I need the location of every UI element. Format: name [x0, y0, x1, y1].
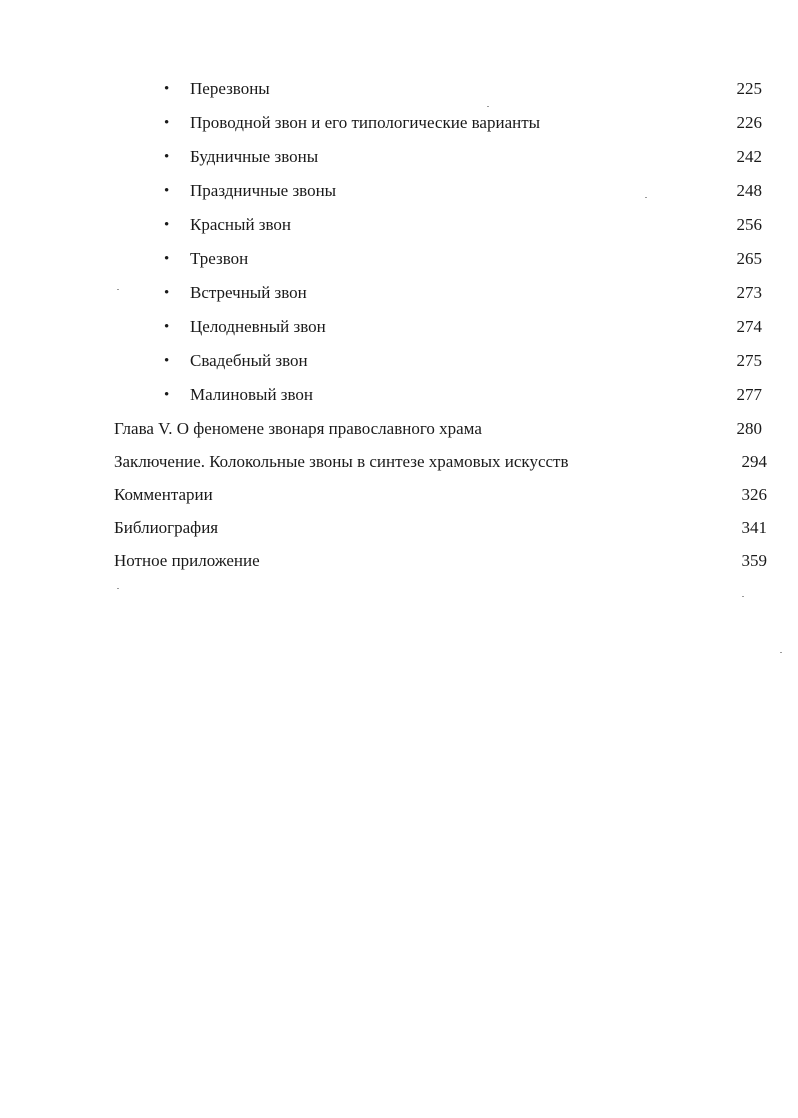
toc-subsection-row — [0, 310, 798, 344]
toc-subsection-title: Красный звон — [190, 215, 292, 234]
bullet-icon: • — [164, 387, 170, 403]
toc-chapter-row — [0, 445, 798, 478]
toc-subsection-row — [0, 242, 798, 276]
bullet-icon: • — [164, 285, 170, 301]
toc-page-number: 225 — [736, 79, 762, 98]
toc-page-number: 273 — [736, 283, 762, 302]
toc-page-number: 275 — [736, 351, 762, 370]
bullet-icon: • — [164, 319, 170, 335]
toc-subsection-title: Будничные звоны — [190, 147, 319, 166]
toc-subsection-row — [0, 344, 798, 378]
toc-subsection-row — [0, 378, 798, 412]
bullet-icon: • — [164, 217, 170, 233]
toc-page-number: 326 — [741, 485, 767, 504]
toc-subsection-title: Перезвоны — [190, 79, 270, 98]
toc-chapter-title: Комментарии — [114, 485, 213, 504]
toc-subsection-row — [0, 174, 798, 208]
toc-page-number: 274 — [736, 317, 762, 336]
toc-subsection-title: Свадебный звон — [190, 351, 308, 370]
scan-speck — [742, 596, 744, 597]
bullet-icon: • — [164, 183, 170, 199]
toc-page-number: 242 — [736, 147, 762, 166]
toc-subsection-row — [0, 276, 798, 310]
toc-page-number: 294 — [741, 452, 767, 471]
toc-page-number: 226 — [736, 113, 762, 132]
bullet-icon: • — [164, 149, 170, 165]
toc-page-number: 265 — [736, 249, 762, 268]
toc-subsection-title: Проводной звон и его типологические варианты — [190, 113, 541, 132]
toc-chapter-row — [0, 412, 798, 445]
toc-subsection-row — [0, 208, 798, 242]
bullet-icon: • — [164, 81, 170, 97]
toc-chapter-row — [0, 478, 798, 511]
toc-subsection-title: Целодневный звон — [190, 317, 326, 336]
toc-page-number: 248 — [736, 181, 762, 200]
toc-subsection-row — [0, 106, 798, 140]
scan-speck — [487, 106, 489, 107]
toc-chapter-title: Глава V. О феномене звонаря православного храма — [114, 419, 482, 438]
toc-chapter-title: Заключение. Колокольные звоны в синтезе храмовых искусств — [114, 452, 569, 471]
scan-speck — [645, 197, 647, 198]
bullet-icon: • — [164, 353, 170, 369]
toc-subsection-title: Трезвон — [190, 249, 249, 268]
bullet-icon: • — [164, 251, 170, 267]
scan-speck — [117, 289, 119, 290]
toc-subsection-title: Встречный звон — [190, 283, 307, 302]
toc-page-number: 280 — [736, 419, 762, 438]
scan-speck — [117, 588, 119, 589]
table-of-contents — [0, 72, 798, 577]
toc-subsection-title: Малиновый звон — [190, 385, 314, 404]
toc-page-number: 341 — [741, 518, 767, 537]
toc-page-number: 256 — [736, 215, 762, 234]
toc-subsection-title: Праздничные звоны — [190, 181, 337, 200]
toc-chapter-row — [0, 544, 798, 577]
toc-chapter-title: Нотное приложение — [114, 551, 260, 570]
toc-page-number: 277 — [736, 385, 762, 404]
toc-chapter-title: Библиография — [114, 518, 219, 537]
scan-speck — [780, 652, 782, 653]
bullet-icon: • — [164, 115, 170, 131]
toc-chapter-row — [0, 511, 798, 544]
toc-page-number: 359 — [741, 551, 767, 570]
toc-subsection-row — [0, 72, 798, 106]
toc-subsection-row — [0, 140, 798, 174]
